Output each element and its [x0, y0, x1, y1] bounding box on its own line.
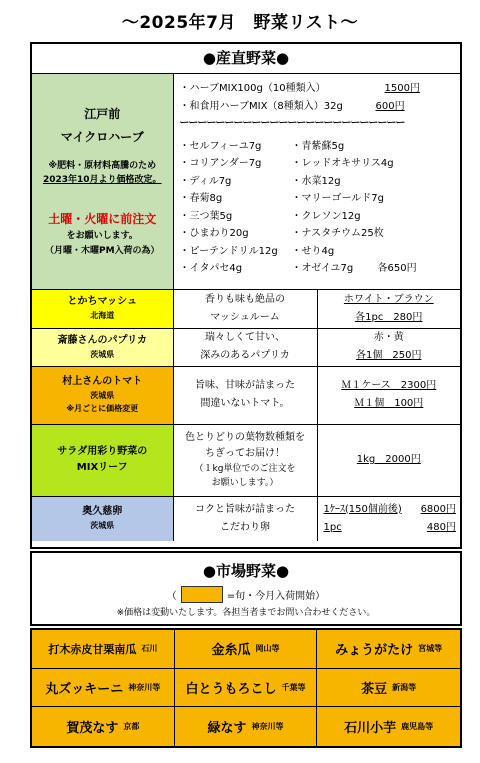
product-name-cell: とかちマッシュ 北海道	[32, 289, 173, 328]
product-desc-cell: 旨味、甘味が詰まった 間違いないトマト。	[173, 366, 317, 424]
market-section-header: ●市場野菜●	[202, 562, 290, 580]
product-price-cell: 赤・黄 各1個 250円	[317, 328, 460, 366]
price-change-note: ※価格は変動いたします。各担当者までお問い合わせください。	[116, 608, 376, 618]
product-name-cell: 村上さんのトマト 茨城県 ※月ごとに価格変更	[32, 366, 173, 424]
legend: （ =旬・今月入荷開始）	[32, 586, 460, 603]
market-item: 白とうもろこし 千葉等	[175, 669, 318, 708]
direct-section-header: ●産直野菜●	[32, 44, 460, 74]
market-item: 茶豆 新潟等	[317, 669, 460, 708]
product-desc-cell: 瑞々しくて甘い、 深みのあるパプリカ	[173, 328, 317, 366]
herb-row: ・ひまわり20g ・ナスタチウム25枚	[179, 228, 384, 239]
herb-row: ・コリアンダー7g ・レッドオキサリス4g	[179, 158, 394, 169]
herb-row: ・イタパセ4g ・オゼイユ7g 各650円	[180, 260, 457, 278]
table-row-paprika	[32, 328, 460, 366]
product-name-cell: 斎藤さんのパプリカ 茨城県	[32, 328, 173, 366]
product-desc-cell: 色とりどりの葉物数種類を ちぎってお届け！ （１kg単位でのご注文を お願いします。）	[173, 424, 317, 496]
direct-vegetables-section	[30, 42, 462, 549]
mix-price-2: 600円	[375, 100, 405, 112]
product-desc-cell: コクと旨味が詰まった こだわり卵	[173, 496, 317, 541]
microherb-price-note	[32, 159, 173, 188]
product-name-cell: 奥久慈卵 茨城県	[32, 496, 173, 541]
direct-product-table	[32, 74, 460, 541]
price-note-line-2: 2023年10月より価格改定。	[42, 175, 162, 186]
microherb-name-1: 江戸前	[84, 107, 121, 122]
mix-item-1: ・ハーブMIX100g（10種類入） 1500円	[180, 80, 457, 98]
separator-line: ーーーーーーーーーーーーーーーーーーーーーーーーー	[179, 118, 405, 129]
product-name-cell: サラダ用彩り野菜の MIXリーフ	[32, 424, 173, 496]
herb-row: ・春菊8g ・マリーゴールド7g	[179, 193, 385, 204]
market-vegetables-section	[30, 551, 462, 626]
table-row-tomato	[32, 366, 460, 424]
table-row-egg	[32, 496, 460, 541]
product-desc-cell: 香りも味も絶品の マッシュルーム	[173, 289, 317, 328]
season-color-swatch	[181, 586, 223, 603]
herb-row: ・セルフィーユ7g ・青紫蘇5g	[179, 140, 345, 152]
price-note-line-1: ※肥料・原材料高騰のため	[48, 160, 157, 171]
herb-row: ・ピーテンドリル12g ・せり4g	[179, 245, 335, 257]
mix-item-2: ・和食用ハーブMIX（8種類入）32g 600円	[180, 98, 457, 116]
table-row-mixleaf	[32, 424, 460, 496]
microherb-name-2: マイクロハーブ	[60, 129, 144, 144]
market-item: 金糸瓜 岡山等	[175, 630, 318, 669]
order-deadline-note: 土曜・火曜に前注文	[48, 211, 157, 226]
herb-common-price: 各650円	[377, 263, 417, 274]
market-item: 石川小芋 鹿児島等	[344, 721, 434, 737]
product-price-cell: 1ｹｰｽ(150個前後) 6800円 1pc 480円	[317, 496, 460, 541]
mix-price-1: 1500円	[384, 83, 420, 94]
product-price-cell: Ｍ１ケース 2300円 Ｍ１個 100円	[317, 366, 460, 424]
table-row-microherb	[32, 74, 460, 289]
table-row-mushroom	[32, 289, 460, 328]
page-title: ～2025年7月 野菜リスト～	[121, 13, 359, 33]
order-note-line-2: （月曜・木曜PM入荷の為）	[44, 246, 160, 257]
order-note-line-1: をお願いします。	[66, 230, 138, 241]
market-item: 打木赤皮甘栗南瓜 石川	[32, 630, 175, 669]
product-price-cell: ホワイト・ブラウン 各1pc 280円	[317, 289, 460, 328]
market-item: 緑なす 神奈川等	[175, 707, 318, 746]
herb-row: ・三つ葉5g ・クレソン12g	[179, 210, 361, 222]
market-item: 賀茂なす 京都	[32, 707, 175, 746]
market-item: 丸ズッキーニ 神奈川等	[32, 669, 175, 708]
herb-row: ・ディル7g ・水菜12g	[179, 175, 341, 187]
microherb-name-cell	[32, 74, 173, 289]
market-item: みょうがたけ 宮城等	[317, 630, 460, 669]
product-price-cell: 1kg 2000円	[317, 424, 460, 496]
microherb-list-cell	[173, 74, 460, 289]
market-items-grid	[30, 628, 462, 748]
